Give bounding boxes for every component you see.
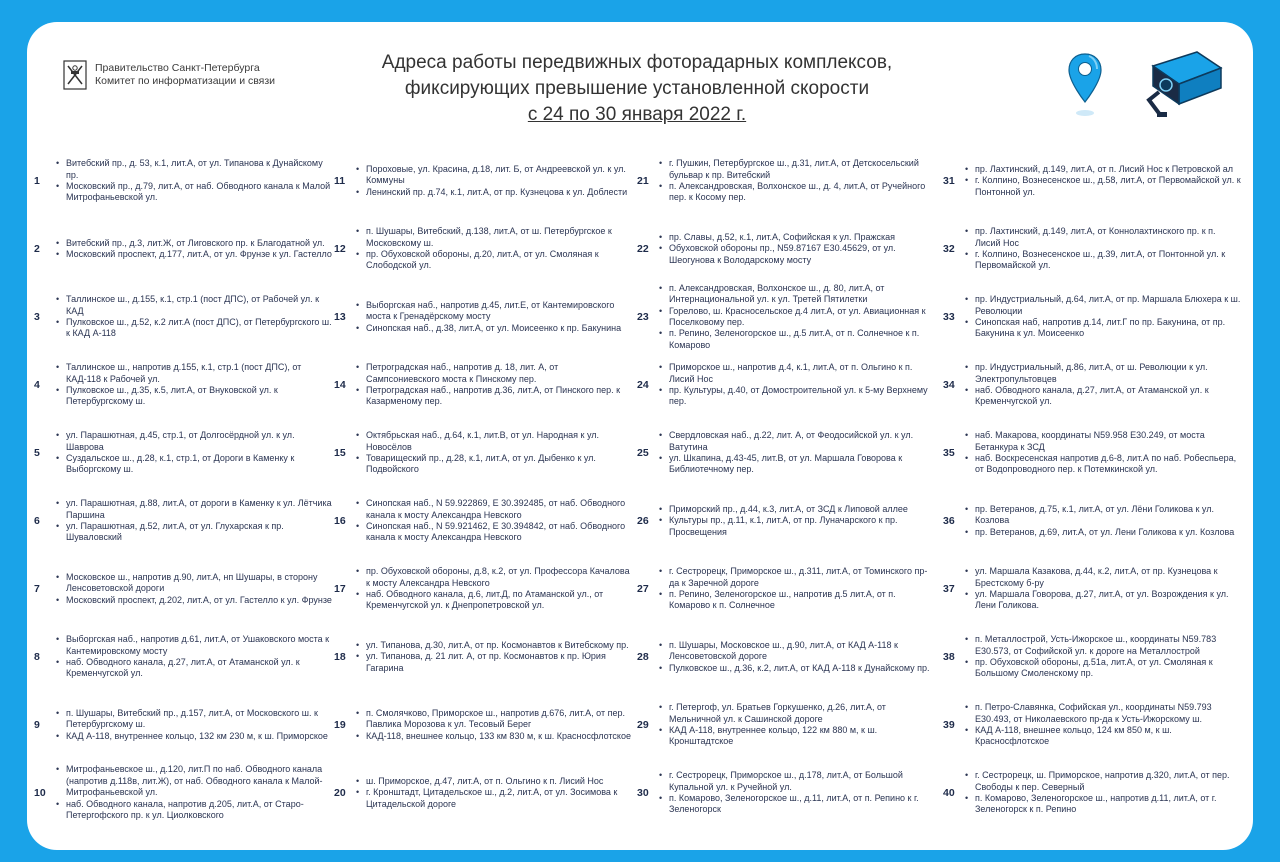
address-item: • Московский пр., д.79, лит.А, от наб. Обводного канала к Малой Митрофаньевской ул. (56, 181, 332, 204)
entry-number: 12 (334, 243, 346, 255)
address-item: • г. Пушкин, Петербургское ш., д.31, лит.А, от Детскосельский бульвар к пр. Витебский (659, 158, 935, 181)
address-item: • п. Александровская, Волхонское ш., д. 80, лит.А, от Интернациональной ул. к ул. Третей Пятилетки (659, 283, 935, 306)
entry-number: 9 (34, 719, 40, 731)
address-item: • г. Колпино, Вознесенское ш., д.58, лит.А, от Первомайской ул. к Понтонной ул. (965, 175, 1241, 198)
entry-number: 26 (637, 515, 649, 527)
address-entry (32, 487, 332, 555)
address-entry (32, 555, 332, 623)
address-list (356, 164, 632, 198)
address-item: • ул. Парашютная, д.45, стр.1, от Долгосёрдной ул. к ул. Шаврова (56, 430, 332, 453)
address-list (659, 232, 935, 266)
entry-number: 14 (334, 379, 346, 391)
address-entry (941, 623, 1241, 691)
address-list (56, 764, 332, 821)
address-list (659, 430, 935, 476)
address-entry (332, 691, 632, 759)
entry-number: 17 (334, 583, 346, 595)
address-item: • пр. Индустриальный, д.86, лит.А, от ш. Революции к ул. Электропультовцев (965, 362, 1241, 385)
address-item: • пр. Лахтинский, д.149, лит.А, от Коннолахтинского пр. к п. Лисий Нос (965, 226, 1241, 249)
entry-number: 5 (34, 447, 40, 459)
address-item: • Витебский пр., д. 53, к.1, лит.А, от ул. Типанова к Дунайскому пр. (56, 158, 332, 181)
entry-number: 7 (34, 583, 40, 595)
address-list (356, 640, 632, 674)
address-item: • ш. Приморское, д.47, лит.А, от п. Ольгино к п. Лисий Нос (356, 776, 632, 787)
address-entry (635, 147, 935, 215)
address-item: • пр. Лахтинский, д.149, лит.А, от п. Лисий Нос к Петровской ал (965, 164, 1241, 175)
address-item: • г. Сестрорецк, Приморское ш., д.311, лит.А, от Томинского пр-да к Заречной дороге (659, 566, 935, 589)
address-entry (32, 691, 332, 759)
address-item: • наб. Макарова, координаты N59.958 E30.249, от моста Бетанкура к ЗСД (965, 430, 1241, 453)
address-list (659, 504, 935, 538)
address-list (965, 362, 1241, 408)
address-list (965, 430, 1241, 476)
address-item: • пр. Культуры, д.40, от Домостроительной ул. к 5-му Верхнему пер. (659, 385, 935, 408)
entry-number: 11 (334, 175, 346, 187)
address-list (965, 226, 1241, 272)
address-item: • п. Александровская, Волхонское ш., д. 4, лит.А, от Ручейного пер. к Косому пер. (659, 181, 935, 204)
address-item: • Синопская наб., N 59.922869, E 30.392485, от наб. Обводного канала к мосту Александра Невского (356, 498, 632, 521)
entry-number: 22 (637, 243, 649, 255)
address-item: • КАД-118, внешнее кольцо, 133 км 830 м, к ш. Красносфлотское (356, 731, 632, 742)
address-entry (32, 283, 332, 351)
address-item: • п. Смолячково, Приморское ш., напротив д.676, лит.А, от пер. Павлика Морозова к ул. Тесовый Берег (356, 708, 632, 731)
entry-number: 33 (943, 311, 955, 323)
entry-number: 40 (943, 787, 955, 799)
address-item: • п. Комарово, Зеленогорское ш., д.11, лит.А, от п. Репино к г. Зеленогорск (659, 793, 935, 816)
address-item: • Выборгская наб., напротив д.45, лит.Е, от Кантемировского моста к Гренадёрскому мосту (356, 300, 632, 323)
address-item: • Свердловская наб., д.22, лит. А, от Феодосийской ул. к ул. Ватутина (659, 430, 935, 453)
entry-number: 24 (637, 379, 649, 391)
entry-number: 38 (943, 651, 955, 663)
address-list (356, 776, 632, 810)
address-item: • ул. Шкапина, д.43-45, лит.В, от ул. Маршала Говорова к Библиотечному пер. (659, 453, 935, 476)
address-item: • п. Репино, Зеленогорское ш., напротив д.5 лит.А, от п. Комарово к п. Солнечное (659, 589, 935, 612)
address-entry (635, 487, 935, 555)
address-list (965, 294, 1241, 340)
address-entry (941, 759, 1241, 827)
address-list (56, 708, 332, 742)
entry-number: 1 (34, 175, 40, 187)
address-entry (32, 623, 332, 691)
address-entry (332, 759, 632, 827)
entry-number: 34 (943, 379, 955, 391)
address-entry (635, 759, 935, 827)
address-item: • Пулковское ш., д.36, к.2, лит.А, от КАД А-118 к Дунайскому пр. (659, 663, 935, 674)
address-list (965, 164, 1241, 198)
address-entry (941, 419, 1241, 487)
entry-number: 37 (943, 583, 955, 595)
address-item: • Синопская наб., д.38, лит.А, от ул. Моисеенко к пр. Бакунина (356, 323, 632, 334)
address-item: • Приморское ш., напротив д.4, к.1, лит.А, от п. Ольгино к п. Лисий Нос (659, 362, 935, 385)
address-item: • ул. Маршала Говорова, д.27, лит.А, от ул. Возрождения к ул. Лени Голикова. (965, 589, 1241, 612)
address-item: • ул. Типанова, д. 21 лит. А, от пр. Космонавтов к пр. Юрия Гагарина (356, 651, 632, 674)
address-list (356, 708, 632, 742)
address-item: • Таллинское ш., напротив д.155, к.1, стр.1 (пост ДПС), от КАД-118 к Рабочей ул. (56, 362, 332, 385)
address-entry (941, 283, 1241, 351)
address-item: • Обуховской обороны пр., N59.87167 E30.45629, от ул. Шеогунова к Володарскому мосту (659, 243, 935, 266)
address-item: • Октябрьская наб., д.64, к.1, лит.В, от ул. Народная к ул. Новосёлов (356, 430, 632, 453)
address-item: • пр. Индустриальный, д.64, лит.А, от пр. Маршала Блюхера к ш. Революции (965, 294, 1241, 317)
address-item: • г. Петергоф, ул. Братьев Горкушенко, д.26, лит.А, от Мельничной ул. к Сашинской дороге (659, 702, 935, 725)
address-list (659, 702, 935, 748)
address-entry (635, 555, 935, 623)
address-list (659, 158, 935, 204)
address-item: • Московское ш., напротив д.90, лит.А, нп Шушары, в сторону Ленсоветовской дороги (56, 572, 332, 595)
address-entry (332, 487, 632, 555)
address-item: • Ленинский пр. д.74, к.1, лит.А, от пр. Кузнецова к ул. Доблести (356, 187, 632, 198)
entry-number: 31 (943, 175, 955, 187)
entry-number: 32 (943, 243, 955, 255)
address-item: • пр. Обуховской обороны, д.51а, лит.А, от ул. Смоляная к Большому Смоленскому пр. (965, 657, 1241, 680)
address-item: • пр. Ветеранов, д.69, лит.А, от ул. Лени Голикова к ул. Козлова (965, 527, 1241, 538)
organization-logo (63, 60, 275, 90)
address-entry (332, 283, 632, 351)
address-entry (32, 147, 332, 215)
spb-emblem-icon (63, 60, 87, 90)
entry-number: 6 (34, 515, 40, 527)
address-entry (635, 623, 935, 691)
address-list (56, 498, 332, 544)
address-item: • п. Комарово, Зеленогорское ш., напротив д.11, лит.А, от г. Зеленогорск к п. Репино (965, 793, 1241, 816)
address-item: • г. Сестрорецк, ш. Приморское, напротив д.320, лит.А, от пер. Свободы к пер. Северный (965, 770, 1241, 793)
address-item: • Таллинское ш., д.155, к.1, стр.1 (пост ДПС), от Рабочей ул. к КАД (56, 294, 332, 317)
address-entry (941, 351, 1241, 419)
entry-number: 28 (637, 651, 649, 663)
address-item: • Московский проспект, д.202, лит.А, от ул. Гастелло к ул. Фрунзе (56, 595, 332, 606)
address-item: • КАД А-118, внутреннее кольцо, 122 км 880 м, к ш. Кронштадтское (659, 725, 935, 748)
address-entry (32, 351, 332, 419)
entry-number: 19 (334, 719, 346, 731)
address-item: • Витебский пр., д.3, лит.Ж, от Лиговского пр. к Благодатной ул. (56, 238, 332, 249)
entry-number: 15 (334, 447, 346, 459)
address-list (56, 572, 332, 606)
page-title (317, 50, 957, 128)
entry-number: 13 (334, 311, 346, 323)
address-entry (32, 419, 332, 487)
address-item: • ул. Парашютная, д.88, лит.А, от дороги в Каменку к ул. Лётчика Паршина (56, 498, 332, 521)
address-item: • г. Кронштадт, Цитадельское ш., д.2, лит.А, от ул. Зосимова к Цитадельской дороге (356, 787, 632, 810)
address-list (56, 238, 332, 261)
address-item: • КАД А-118, внешнее кольцо, 124 км 850 м, к ш. Красносфлотское (965, 725, 1241, 748)
address-list (56, 362, 332, 408)
entry-number: 4 (34, 379, 40, 391)
address-item: • Петроградская наб., напротив д.36, лит.А, от Пинского пер. к Казарменому пер. (356, 385, 632, 408)
address-item: • Пороховые, ул. Красина, д.18, лит. Б, от Андреевской ул. к ул. Коммуны (356, 164, 632, 187)
address-list (56, 158, 332, 204)
address-list (356, 430, 632, 476)
address-item: • ул. Маршала Казакова, д.44, к.2, лит.А, от пр. Кузнецова к Брестскому б-ру (965, 566, 1241, 589)
address-entry (941, 487, 1241, 555)
address-item: • пр. Славы, д.52, к.1, лит.А, Софийская к ул. Пражская (659, 232, 935, 243)
speed-camera-icon (1135, 44, 1227, 120)
address-item: • наб. Обводного канала, д.27, лит.А, от Атаманской ул. к Кременчугской ул. (56, 657, 332, 680)
entry-number: 18 (334, 651, 346, 663)
address-item: • пр. Обуховской обороны, д.8, к.2, от ул. Профессора Качалова к мосту Александра Невского (356, 566, 632, 589)
address-list (659, 770, 935, 816)
poster-card (27, 22, 1253, 850)
address-entry (32, 215, 332, 283)
address-item: • Пулковское ш., д.35, к.5, лит.А, от Внуковской ул. к Петербургскому ш. (56, 385, 332, 408)
address-list (965, 702, 1241, 748)
address-list (659, 362, 935, 408)
address-entry (941, 555, 1241, 623)
entry-number: 20 (334, 787, 346, 799)
address-item: • наб. Воскресенская напротив д.6-8, лит.А по наб. Робеспьера, от Водопроводного пер. к Потемкинской ул. (965, 453, 1241, 476)
address-item: • п. Шушары, Витебский пр., д.157, лит.А, от Московского ш. к Петербургскому ш. (56, 708, 332, 731)
address-item: • наб. Обводного канала, д.27, лит.А, от Атаманской ул. к Кременчугской ул. (965, 385, 1241, 408)
address-item: • п. Металлострой, Усть-Ижорское ш., координаты N59.783 E30.573, от Софийской ул. к дороге на Металлострой (965, 634, 1241, 657)
entry-number: 30 (637, 787, 649, 799)
entry-number: 16 (334, 515, 346, 527)
address-entry (635, 215, 935, 283)
entry-number: 35 (943, 447, 955, 459)
address-item: • КАД А-118, внутреннее кольцо, 132 км 230 м, к ш. Приморское (56, 731, 332, 742)
address-list (56, 430, 332, 476)
address-item: • п. Репино, Зеленогорское ш., д.5 лит.А, от п. Солнечное к п. Комарово (659, 328, 935, 351)
address-item: • Горелово, ш. Красносельское д.4 лит.А, от ул. Авиационная к Поселковому пер. (659, 306, 935, 329)
address-item: • ул. Парашютная, д.52, лит.А, от ул. Глухарская к пр. Шуваловский (56, 521, 332, 544)
address-item: • наб. Обводного канала, д.6, лит.Д, по Атаманской ул., от Кременчугской ул. к Днепропетровской ул. (356, 589, 632, 612)
title-line2: фиксирующих превышение установленной скорости (404, 78, 870, 99)
address-entry (332, 419, 632, 487)
address-list (965, 566, 1241, 612)
entry-number: 10 (34, 787, 46, 799)
address-item: • Выборгская наб., напротив д.61, лит.А, от Ушаковского моста к Кантемировскому мосту (56, 634, 332, 657)
address-item: • Московский проспект, д.177, лит.А, от ул. Фрунзе к ул. Гастелло (56, 249, 332, 260)
address-entry (332, 215, 632, 283)
address-list (965, 634, 1241, 680)
address-list (659, 283, 935, 351)
entry-number: 2 (34, 243, 40, 255)
address-item: • п. Шушары, Витебский, д.138, лит.А, от ш. Петербургское к Московскому ш. (356, 226, 632, 249)
address-entry (32, 759, 332, 827)
address-item: • Петроградская наб., напротив д. 18, лит. А, от Сампсониевского моста к Пинскому пер. (356, 362, 632, 385)
location-pin-icon (1065, 50, 1105, 120)
address-item: • г. Колпино, Вознесенское ш., д.39, лит.А, от Понтонной ул. к Первомайской ул. (965, 249, 1241, 272)
entry-number: 21 (637, 175, 649, 187)
org-name-line1: Правительство Санкт-Петербурга (95, 62, 260, 74)
address-entry (332, 351, 632, 419)
address-item: • Культуры пр., д.11, к.1, лит.А, от пр. Луначарского к пр. Просвещения (659, 515, 935, 538)
entry-number: 8 (34, 651, 40, 663)
address-entry (941, 691, 1241, 759)
address-entry (332, 147, 632, 215)
address-item: • г. Сестрорецк, Приморское ш., д.178, лит.А, от Большой Купальной ул. к Ручейной ул. (659, 770, 935, 793)
entry-number: 3 (34, 311, 40, 323)
address-item: • Синопская наб, напротив д.14, лит.Г по пр. Бакунина, от пр. Бакунина к ул. Моисеенко (965, 317, 1241, 340)
address-item: • наб. Обводного канала, напротив д.205, лит.А, от Старо-Петергофского пр. к ул. Циолковского (56, 799, 332, 822)
address-item: • Синопская наб., N 59.921462, E 30.394842, от наб. Обводного канала к мосту Александра Невского (356, 521, 632, 544)
entry-number: 25 (637, 447, 649, 459)
address-list (659, 640, 935, 674)
address-entry (332, 623, 632, 691)
address-entry (941, 215, 1241, 283)
address-entry (332, 555, 632, 623)
entry-number: 23 (637, 311, 649, 323)
address-item: • Товарищеский пр., д.28, к.1, лит.А, от ул. Дыбенко к ул. Подвойского (356, 453, 632, 476)
address-item: • пр. Обуховской обороны, д.20, лит.А, от ул. Смоляная к Слободской ул. (356, 249, 632, 272)
address-list (356, 498, 632, 544)
title-dates: с 24 по 30 января 2022 г. (527, 104, 747, 125)
address-item: • Пулковское ш., д.52, к.2 лит.А (пост ДПС), от Петербургского ш. к КАД А-118 (56, 317, 332, 340)
entry-number: 29 (637, 719, 649, 731)
entry-number: 27 (637, 583, 649, 595)
address-entry (635, 351, 935, 419)
entry-number: 36 (943, 515, 955, 527)
address-item: • Митрофаньевское ш., д.120, лит.П по наб. Обводного канала (напротив д.118в, лит.Ж), от наб. Обводного канала к Малой-Митрофаньевской ул. (56, 764, 332, 798)
address-list (965, 770, 1241, 816)
address-entry (635, 419, 935, 487)
address-list (56, 634, 332, 680)
address-list (56, 294, 332, 340)
address-entry (635, 283, 935, 351)
address-item: • п. Петро-Славянка, Софийская ул., координаты N59.793 E30.493, от Николаевского пр-да к Усть-Ижорскому ш. (965, 702, 1241, 725)
address-entry (941, 147, 1241, 215)
address-item: • Приморский пр., д.44, к.3, лит.А, от ЗСД к Липовой аллее (659, 504, 935, 515)
address-list (356, 300, 632, 334)
title-line1: Адреса работы передвижных фоторадарных комплексов, (381, 52, 893, 73)
entry-number: 39 (943, 719, 955, 731)
org-name-line2: Комитет по информатизации и связи (95, 75, 276, 87)
address-list (659, 566, 935, 612)
address-item: • Суздальское ш., д.28, к.1, стр.1, от Дороги в Каменку к Выборгскому ш. (56, 453, 332, 476)
address-list (965, 504, 1241, 538)
address-item: • пр. Ветеранов, д.75, к.1, лит.А, от ул. Лёни Голикова к ул. Козлова (965, 504, 1241, 527)
address-entry (635, 691, 935, 759)
address-list (356, 362, 632, 408)
address-item: • п. Шушары, Московское ш., д.90, лит.А, от КАД А-118 к Ленсоветовской дороге (659, 640, 935, 663)
address-item: • ул. Типанова, д.30, лит.А, от пр. Космонавтов к Витебскому пр. (356, 640, 632, 651)
address-list (356, 566, 632, 612)
address-list (356, 226, 632, 272)
